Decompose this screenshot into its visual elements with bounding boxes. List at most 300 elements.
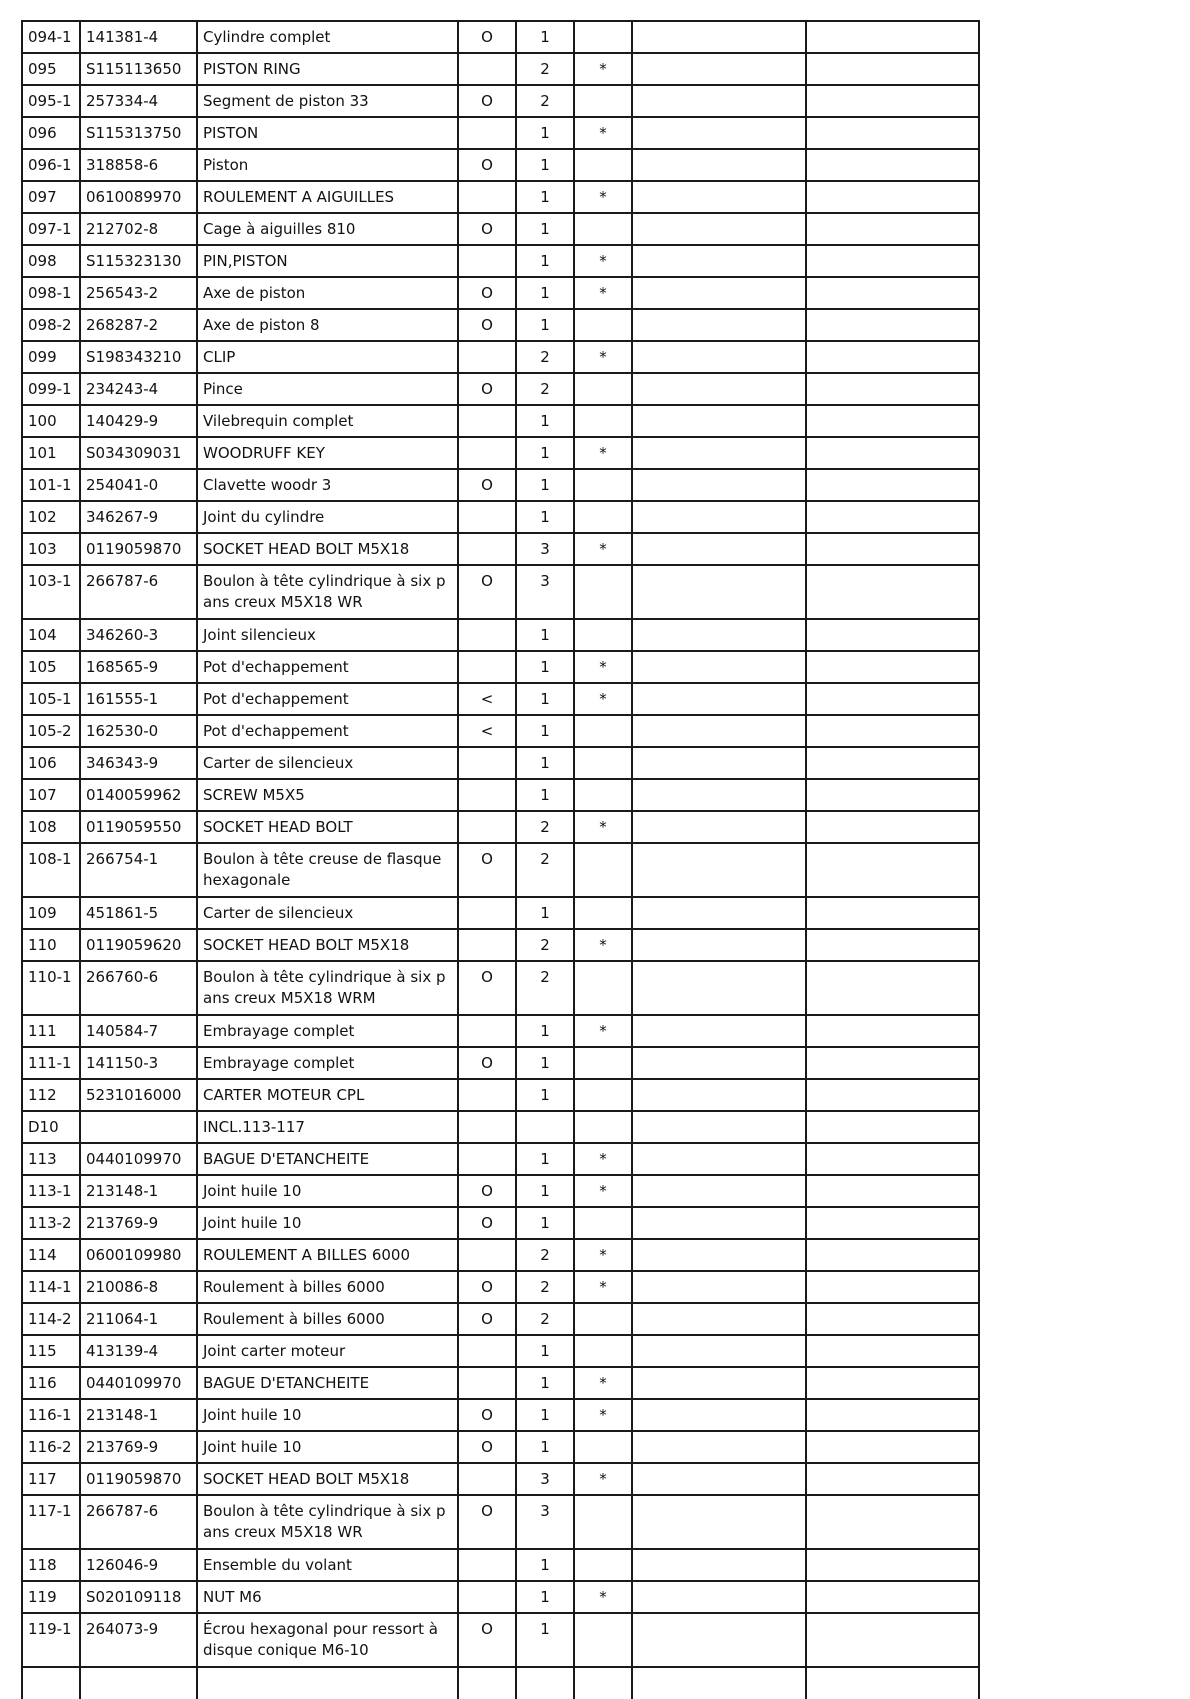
blank-cell	[806, 811, 979, 843]
blank-cell	[632, 1549, 806, 1581]
quantity-cell: 3	[516, 533, 574, 565]
description-cell: Roulement à billes 6000	[197, 1303, 458, 1335]
blank-cell	[632, 341, 806, 373]
blank-cell	[806, 1431, 979, 1463]
part-number-cell: 413139-4	[80, 1335, 197, 1367]
star-cell	[574, 897, 632, 929]
star-cell: *	[574, 1015, 632, 1047]
blank-cell	[806, 961, 979, 1015]
description-cell: Roulement à billes 6000	[197, 1271, 458, 1303]
item-number-cell: D10	[22, 1111, 80, 1143]
description-cell: Joint silencieux	[197, 619, 458, 651]
mark-cell	[458, 245, 516, 277]
mark-cell	[458, 437, 516, 469]
table-row	[22, 149, 979, 181]
quantity-cell: 2	[516, 53, 574, 85]
part-number-cell: 0610089970	[80, 181, 197, 213]
star-cell	[574, 1303, 632, 1335]
quantity-cell: 1	[516, 1613, 574, 1667]
star-cell: *	[574, 1581, 632, 1613]
part-number-cell: 256543-2	[80, 277, 197, 309]
blank-cell	[806, 277, 979, 309]
mark-cell	[458, 779, 516, 811]
blank-cell	[632, 843, 806, 897]
table-row	[22, 1581, 979, 1613]
description-cell: SOCKET HEAD BOLT M5X18	[197, 1463, 458, 1495]
part-number-cell: 451861-5	[80, 897, 197, 929]
table-row	[22, 533, 979, 565]
table-row	[22, 373, 979, 405]
star-cell: *	[574, 683, 632, 715]
mark-cell	[458, 1015, 516, 1047]
item-number-cell: 117	[22, 1463, 80, 1495]
item-number-cell: 099-1	[22, 373, 80, 405]
quantity-cell: 1	[516, 437, 574, 469]
item-number-cell: 113	[22, 1143, 80, 1175]
part-number-cell: 212702-8	[80, 213, 197, 245]
star-cell: *	[574, 437, 632, 469]
mark-cell	[458, 1581, 516, 1613]
table-row	[22, 1367, 979, 1399]
mark-cell	[458, 1549, 516, 1581]
table-row	[22, 469, 979, 501]
blank-cell	[806, 373, 979, 405]
quantity-cell: 1	[516, 1175, 574, 1207]
quantity-cell: 2	[516, 341, 574, 373]
blank-cell	[632, 619, 806, 651]
blank-cell	[632, 21, 806, 53]
blank-cell	[632, 85, 806, 117]
table-row	[22, 779, 979, 811]
quantity-cell: 1	[516, 897, 574, 929]
part-number-cell: 0440109970	[80, 1367, 197, 1399]
quantity-cell: 2	[516, 373, 574, 405]
description-cell: SOCKET HEAD BOLT M5X18	[197, 533, 458, 565]
mark-cell: O	[458, 1175, 516, 1207]
item-number-cell: 098	[22, 245, 80, 277]
part-number-cell: 141381-4	[80, 21, 197, 53]
table-row	[22, 1207, 979, 1239]
table-row	[22, 21, 979, 53]
description-cell: Boulon à tête cylindrique à six pans creux M5X18 WR	[197, 1495, 458, 1549]
quantity-cell: 2	[516, 1303, 574, 1335]
table-row	[22, 309, 979, 341]
description-cell: ROULEMENT A BILLES 6000	[197, 1239, 458, 1271]
description-cell: INCL.113-117	[197, 1111, 458, 1143]
blank-cell	[806, 1175, 979, 1207]
blank-cell	[632, 469, 806, 501]
item-number-cell: 112	[22, 1079, 80, 1111]
blank-cell	[632, 1047, 806, 1079]
quantity-cell: 1	[516, 309, 574, 341]
quantity-cell: 1	[516, 501, 574, 533]
description-cell: CARTER MOTEUR CPL	[197, 1079, 458, 1111]
mark-cell: O	[458, 961, 516, 1015]
star-cell: *	[574, 1143, 632, 1175]
item-number-cell: 103-1	[22, 565, 80, 619]
star-cell	[574, 469, 632, 501]
blank-cell	[806, 1207, 979, 1239]
table-row	[22, 1015, 979, 1047]
quantity-cell: 1	[516, 1549, 574, 1581]
blank-cell	[806, 149, 979, 181]
mark-cell: <	[458, 683, 516, 715]
blank-cell	[806, 651, 979, 683]
mark-cell	[458, 533, 516, 565]
description-cell: Pot d'echappement	[197, 683, 458, 715]
description-cell: Écrou hexagonal pour ressort à disque conique M6-10	[197, 1613, 458, 1667]
blank-cell	[632, 277, 806, 309]
blank-cell	[632, 181, 806, 213]
blank-cell	[632, 1495, 806, 1549]
item-number-cell: 114	[22, 1239, 80, 1271]
star-cell: *	[574, 277, 632, 309]
table-row	[22, 1047, 979, 1079]
blank-cell	[806, 1303, 979, 1335]
blank-cell	[806, 1143, 979, 1175]
description-cell: Segment de piston 33	[197, 85, 458, 117]
table-row	[22, 341, 979, 373]
part-number-cell: S115323130	[80, 245, 197, 277]
quantity-cell: 1	[516, 277, 574, 309]
item-number-cell: 109	[22, 897, 80, 929]
blank-cell	[806, 309, 979, 341]
blank-cell	[806, 1667, 979, 1699]
mark-cell: O	[458, 1047, 516, 1079]
blank-cell	[806, 1335, 979, 1367]
blank-cell	[632, 501, 806, 533]
part-number-cell: 140429-9	[80, 405, 197, 437]
parts-list-table	[21, 20, 980, 1699]
quantity-cell: 1	[516, 181, 574, 213]
table-row	[22, 1495, 979, 1549]
blank-cell	[806, 501, 979, 533]
part-number-cell: S020109118	[80, 1581, 197, 1613]
description-cell: PISTON	[197, 117, 458, 149]
quantity-cell: 2	[516, 843, 574, 897]
part-number-cell: 266787-6	[80, 565, 197, 619]
table-row	[22, 1271, 979, 1303]
part-number-cell: 213148-1	[80, 1399, 197, 1431]
blank-cell	[806, 1581, 979, 1613]
star-cell: *	[574, 651, 632, 683]
quantity-cell: 3	[516, 1495, 574, 1549]
item-number-cell: 110	[22, 929, 80, 961]
table-row	[22, 1143, 979, 1175]
item-number-cell: 110-1	[22, 961, 80, 1015]
item-number-cell: 113-1	[22, 1175, 80, 1207]
mark-cell: O	[458, 469, 516, 501]
table-row	[22, 1613, 979, 1667]
quantity-cell: 3	[516, 565, 574, 619]
blank-cell	[806, 1271, 979, 1303]
quantity-cell: 1	[516, 1047, 574, 1079]
star-cell: *	[574, 53, 632, 85]
mark-cell	[458, 1667, 516, 1699]
blank-cell	[632, 1079, 806, 1111]
table-row	[22, 1667, 979, 1699]
star-cell	[574, 405, 632, 437]
mark-cell	[458, 341, 516, 373]
quantity-cell	[516, 1111, 574, 1143]
quantity-cell: 2	[516, 929, 574, 961]
table-row	[22, 1463, 979, 1495]
star-cell: *	[574, 1367, 632, 1399]
mark-cell	[458, 1079, 516, 1111]
star-cell	[574, 501, 632, 533]
part-number-cell: 141150-3	[80, 1047, 197, 1079]
table-row	[22, 1303, 979, 1335]
mark-cell: <	[458, 715, 516, 747]
blank-cell	[632, 1303, 806, 1335]
item-number-cell: 118	[22, 1549, 80, 1581]
blank-cell	[632, 651, 806, 683]
blank-cell	[632, 897, 806, 929]
blank-cell	[632, 1111, 806, 1143]
mark-cell: O	[458, 149, 516, 181]
part-number-cell: 161555-1	[80, 683, 197, 715]
blank-cell	[806, 683, 979, 715]
description-cell: Joint huile 10	[197, 1399, 458, 1431]
item-number-cell: 114-2	[22, 1303, 80, 1335]
item-number-cell: 094-1	[22, 21, 80, 53]
mark-cell: O	[458, 843, 516, 897]
item-number-cell: 098-2	[22, 309, 80, 341]
item-number-cell: 106	[22, 747, 80, 779]
star-cell	[574, 373, 632, 405]
blank-cell	[806, 929, 979, 961]
blank-cell	[806, 1399, 979, 1431]
blank-cell	[632, 1581, 806, 1613]
part-number-cell: 162530-0	[80, 715, 197, 747]
star-cell	[574, 21, 632, 53]
star-cell	[574, 1335, 632, 1367]
mark-cell: O	[458, 1613, 516, 1667]
blank-cell	[806, 437, 979, 469]
blank-cell	[632, 1463, 806, 1495]
blank-cell	[632, 309, 806, 341]
mark-cell	[458, 117, 516, 149]
blank-cell	[806, 1047, 979, 1079]
star-cell	[574, 1079, 632, 1111]
star-cell	[574, 309, 632, 341]
blank-cell	[806, 1015, 979, 1047]
item-number-cell: 116-2	[22, 1431, 80, 1463]
blank-cell	[806, 619, 979, 651]
blank-cell	[632, 213, 806, 245]
blank-cell	[806, 1367, 979, 1399]
item-number-cell: 099	[22, 341, 80, 373]
description-cell: Pot d'echappement	[197, 715, 458, 747]
blank-cell	[632, 747, 806, 779]
blank-cell	[632, 929, 806, 961]
star-cell	[574, 747, 632, 779]
table-row	[22, 929, 979, 961]
item-number-cell: 116	[22, 1367, 80, 1399]
blank-cell	[806, 85, 979, 117]
blank-cell	[806, 1495, 979, 1549]
mark-cell: O	[458, 85, 516, 117]
quantity-cell: 1	[516, 619, 574, 651]
blank-cell	[806, 213, 979, 245]
mark-cell: O	[458, 309, 516, 341]
blank-cell	[806, 747, 979, 779]
quantity-cell: 1	[516, 1207, 574, 1239]
description-cell: Cage à aiguilles 810	[197, 213, 458, 245]
star-cell: *	[574, 1463, 632, 1495]
item-number-cell: 101	[22, 437, 80, 469]
part-number-cell: 318858-6	[80, 149, 197, 181]
star-cell: *	[574, 181, 632, 213]
item-number-cell: 095	[22, 53, 80, 85]
blank-cell	[632, 565, 806, 619]
table-row	[22, 1431, 979, 1463]
table-row	[22, 53, 979, 85]
quantity-cell: 1	[516, 1431, 574, 1463]
mark-cell: O	[458, 1271, 516, 1303]
blank-cell	[806, 1111, 979, 1143]
item-number-cell: 097	[22, 181, 80, 213]
mark-cell	[458, 181, 516, 213]
blank-cell	[806, 1463, 979, 1495]
table-row	[22, 437, 979, 469]
blank-cell	[632, 1399, 806, 1431]
mark-cell	[458, 1111, 516, 1143]
quantity-cell: 2	[516, 811, 574, 843]
part-number-cell: 213148-1	[80, 1175, 197, 1207]
star-cell: *	[574, 245, 632, 277]
item-number-cell: 104	[22, 619, 80, 651]
quantity-cell: 1	[516, 21, 574, 53]
mark-cell	[458, 619, 516, 651]
star-cell	[574, 1047, 632, 1079]
table-row	[22, 1111, 979, 1143]
item-number-cell: 101-1	[22, 469, 80, 501]
blank-cell	[632, 961, 806, 1015]
blank-cell	[806, 245, 979, 277]
mark-cell	[458, 53, 516, 85]
part-number-cell	[80, 1111, 197, 1143]
item-number-cell: 098-1	[22, 277, 80, 309]
mark-cell: O	[458, 1399, 516, 1431]
quantity-cell: 1	[516, 715, 574, 747]
item-number-cell: 095-1	[22, 85, 80, 117]
quantity-cell: 1	[516, 747, 574, 779]
blank-cell	[806, 1613, 979, 1667]
description-cell: Cylindre complet	[197, 21, 458, 53]
quantity-cell: 2	[516, 1239, 574, 1271]
item-number-cell: 105	[22, 651, 80, 683]
item-number-cell: 103	[22, 533, 80, 565]
description-cell: Boulon à tête cylindrique à six pans creux M5X18 WRM	[197, 961, 458, 1015]
blank-cell	[806, 469, 979, 501]
blank-cell	[806, 565, 979, 619]
mark-cell: O	[458, 213, 516, 245]
mark-cell	[458, 747, 516, 779]
blank-cell	[632, 405, 806, 437]
mark-cell	[458, 501, 516, 533]
part-number-cell: 0119059870	[80, 1463, 197, 1495]
table-row	[22, 619, 979, 651]
item-number-cell: 108-1	[22, 843, 80, 897]
mark-cell: O	[458, 1495, 516, 1549]
blank-cell	[632, 1015, 806, 1047]
description-cell: Clavette woodr 3	[197, 469, 458, 501]
part-number-cell: 0119059550	[80, 811, 197, 843]
quantity-cell: 1	[516, 1335, 574, 1367]
table-row	[22, 961, 979, 1015]
item-number-cell: 116-1	[22, 1399, 80, 1431]
item-number-cell: 117-1	[22, 1495, 80, 1549]
part-number-cell: 0600109980	[80, 1239, 197, 1271]
quantity-cell: 2	[516, 85, 574, 117]
item-number-cell: 111-1	[22, 1047, 80, 1079]
description-cell: Carter de silencieux	[197, 747, 458, 779]
quantity-cell: 1	[516, 1143, 574, 1175]
part-number-cell: 213769-9	[80, 1431, 197, 1463]
blank-cell	[632, 373, 806, 405]
star-cell	[574, 149, 632, 181]
blank-cell	[632, 117, 806, 149]
star-cell: *	[574, 1175, 632, 1207]
star-cell	[574, 843, 632, 897]
part-number-cell: 346343-9	[80, 747, 197, 779]
table-row	[22, 651, 979, 683]
item-number-cell: 111	[22, 1015, 80, 1047]
description-cell: CLIP	[197, 341, 458, 373]
blank-cell	[632, 1271, 806, 1303]
blank-cell	[806, 1079, 979, 1111]
part-number-cell: 0440109970	[80, 1143, 197, 1175]
table-row	[22, 1239, 979, 1271]
quantity-cell: 1	[516, 213, 574, 245]
part-number-cell: 0119059870	[80, 533, 197, 565]
part-number-cell: 268287-2	[80, 309, 197, 341]
description-cell: PISTON RING	[197, 53, 458, 85]
star-cell	[574, 779, 632, 811]
blank-cell	[806, 779, 979, 811]
part-number-cell: S034309031	[80, 437, 197, 469]
part-number-cell: 266754-1	[80, 843, 197, 897]
part-number-cell: 266787-6	[80, 1495, 197, 1549]
star-cell	[574, 619, 632, 651]
quantity-cell: 1	[516, 469, 574, 501]
item-number-cell: 102	[22, 501, 80, 533]
quantity-cell: 1	[516, 1581, 574, 1613]
description-cell: Embrayage complet	[197, 1047, 458, 1079]
quantity-cell: 1	[516, 1015, 574, 1047]
star-cell: *	[574, 341, 632, 373]
blank-cell	[806, 1239, 979, 1271]
part-number-cell: 213769-9	[80, 1207, 197, 1239]
description-cell	[197, 1667, 458, 1699]
table-row	[22, 1175, 979, 1207]
description-cell: Carter de silencieux	[197, 897, 458, 929]
star-cell	[574, 213, 632, 245]
mark-cell: O	[458, 1431, 516, 1463]
blank-cell	[632, 1143, 806, 1175]
quantity-cell: 2	[516, 961, 574, 1015]
star-cell	[574, 1613, 632, 1667]
blank-cell	[806, 1549, 979, 1581]
star-cell: *	[574, 117, 632, 149]
description-cell: Joint huile 10	[197, 1207, 458, 1239]
quantity-cell: 1	[516, 149, 574, 181]
table-row	[22, 1399, 979, 1431]
description-cell: BAGUE D'ETANCHEITE	[197, 1367, 458, 1399]
part-number-cell: 234243-4	[80, 373, 197, 405]
star-cell: *	[574, 1239, 632, 1271]
